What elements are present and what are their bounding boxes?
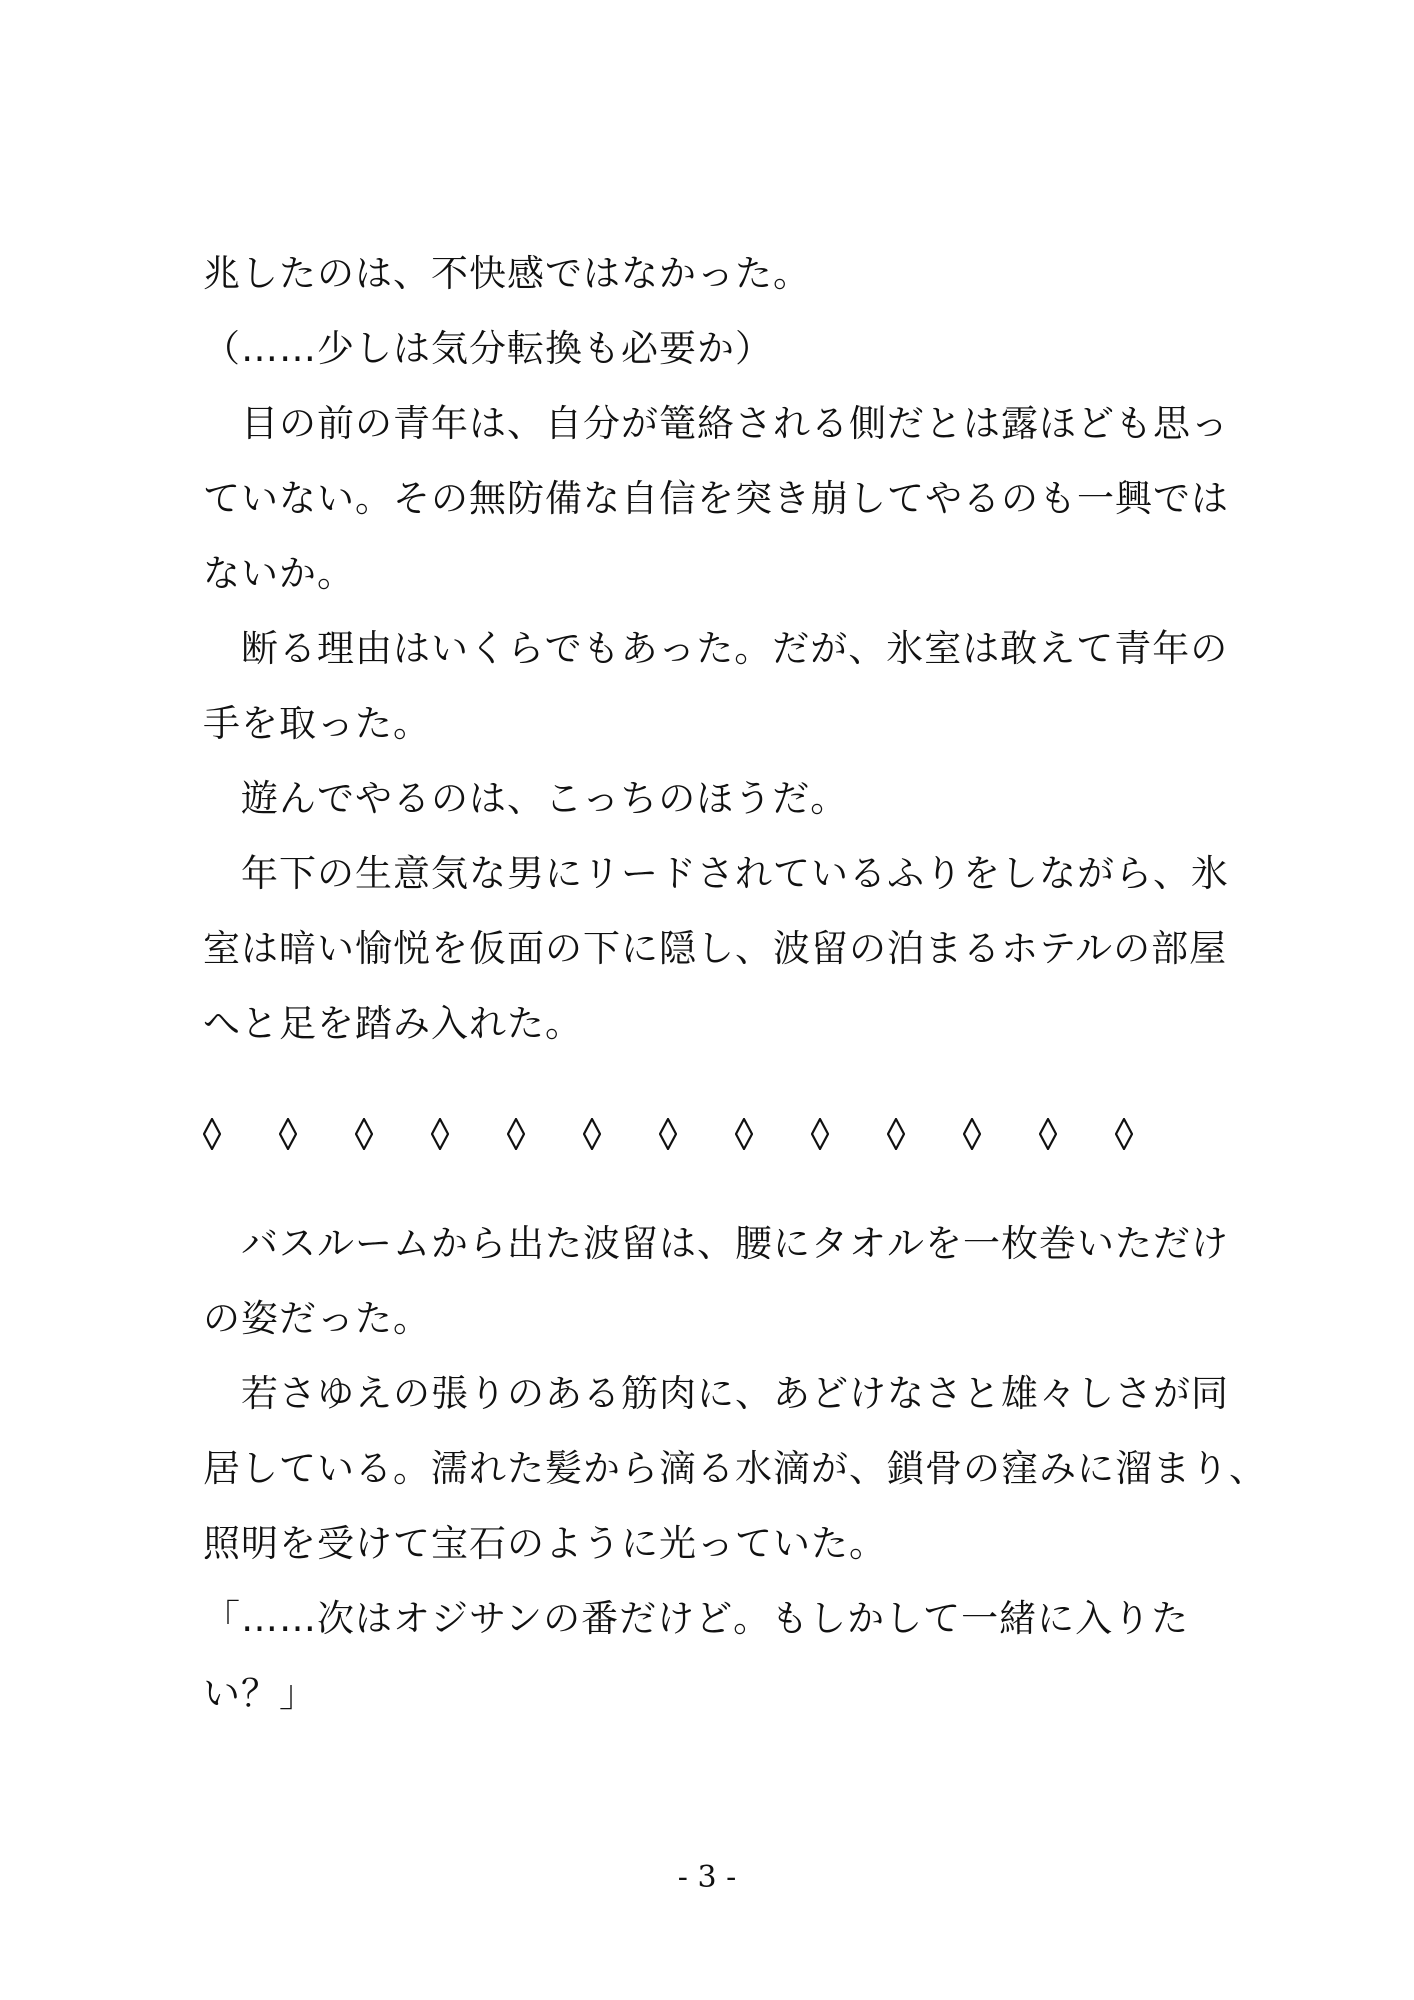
text-line: 照明を受けて宝石のように光っていた。 xyxy=(203,1522,887,1565)
text-line: い？」 xyxy=(203,1672,317,1715)
diamond-icon xyxy=(279,1118,297,1150)
diamond-icon xyxy=(963,1118,981,1150)
text-line: 若さゆえの張りのある筋肉に、あどけなさと雄々しさが同 xyxy=(241,1372,1229,1415)
diamond-icon xyxy=(1115,1118,1133,1150)
text-line: （……少しは気分転換も必要か） xyxy=(203,327,773,370)
text-line: 手を取った。 xyxy=(203,702,431,745)
page-number: - 3 - xyxy=(677,1860,737,1895)
text-line: バスルームから出た波留は、腰にタオルを一枚巻いただけ xyxy=(241,1222,1229,1265)
text-line: 断る理由はいくらでもあった。だが、氷室は敢えて青年の xyxy=(241,627,1229,670)
diamond-icon xyxy=(431,1118,449,1150)
diamond-icon xyxy=(355,1118,373,1150)
body-text xyxy=(203,236,1267,1731)
diamond-icon xyxy=(659,1118,677,1150)
diamond-icon xyxy=(203,1118,221,1150)
diamond-icon xyxy=(811,1118,829,1150)
text-line: 「……次はオジサンの番だけど。もしかして一緒に入りた xyxy=(203,1597,1190,1640)
diamond-icon xyxy=(735,1118,753,1150)
diamond-icon xyxy=(887,1118,905,1150)
text-line: 目の前の青年は、自分が篭絡される側だとは露ほども思っ xyxy=(241,402,1229,445)
diamond-icon xyxy=(583,1118,601,1150)
text-line: ていない。その無防備な自信を突き崩してやるのも一興では xyxy=(203,477,1229,520)
text-line: 居している。濡れた髪から滴る水滴が、鎖骨の窪みに溜まり、 xyxy=(203,1447,1267,1490)
text-line: ないか。 xyxy=(203,552,355,595)
text-line: 兆したのは、不快感ではなかった。 xyxy=(203,252,811,295)
text-line: へと足を踏み入れた。 xyxy=(203,1002,583,1045)
diamond-icon xyxy=(507,1118,525,1150)
text-line: 室は暗い愉悦を仮面の下に隠し、波留の泊まるホテルの部屋 xyxy=(203,927,1228,970)
scene-break xyxy=(203,1061,1223,1206)
text-line: 年下の生意気な男にリードされているふりをしながら、氷 xyxy=(241,852,1229,895)
diamond-icon xyxy=(1039,1118,1057,1150)
text-line: 遊んでやるのは、こっちのほうだ。 xyxy=(241,777,849,820)
text-line: の姿だった。 xyxy=(203,1297,431,1340)
